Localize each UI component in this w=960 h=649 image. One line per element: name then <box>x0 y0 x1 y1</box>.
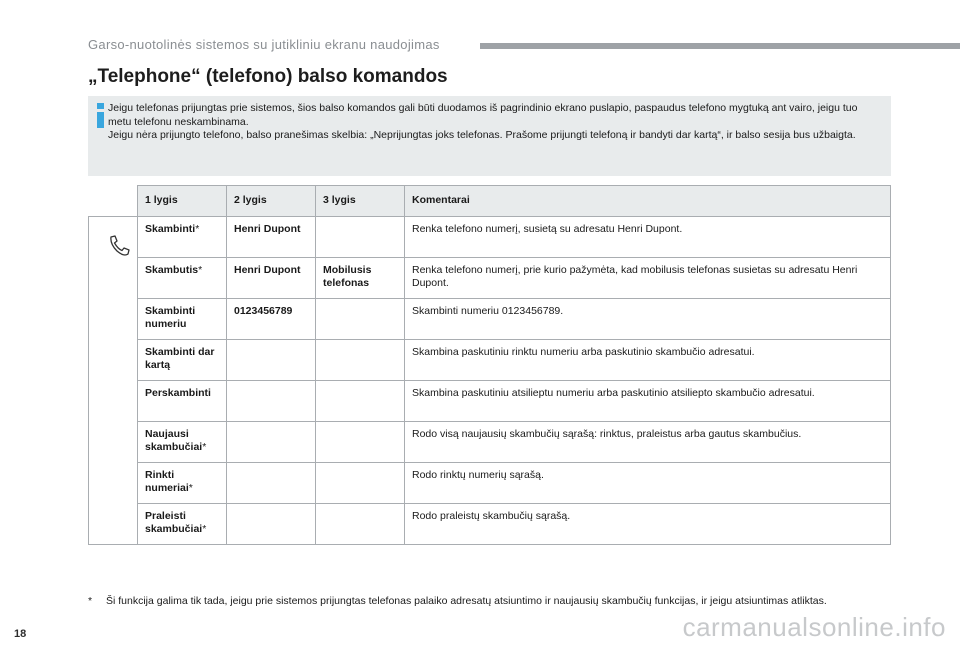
footnote-text: Ši funkcija galima tik tada, jeigu prie sistemos prijungtas telefonas palaiko adresatų atsiuntimo ir naujausių skambučių funkcijas, ir jeigu atsiuntimas atliktas. <box>106 595 827 607</box>
level-3-cell <box>316 258 405 299</box>
table-row <box>89 217 891 258</box>
level-2-cell <box>227 504 316 545</box>
level-3-cell-text: Mobilusis telefonas <box>323 264 372 289</box>
level-3-cell <box>316 299 405 340</box>
level-2-cell <box>227 463 316 504</box>
comment-cell-text: Rodo rinktų numerių sąrašą. <box>412 469 544 481</box>
info-icon <box>94 103 108 129</box>
voice-commands-table <box>88 185 891 545</box>
level-2-cell <box>227 258 316 299</box>
footnote-marker-ref: * <box>195 223 200 235</box>
comment-cell-text: Rodo visą naujausių skambučių sąrašą: rinktus, praleistus arba gautus skambučius. <box>412 428 802 440</box>
comment-cell-text: Renka telefono numerį, prie kurio pažymėta, kad mobilusis telefonas susietas su adresatu Henri Dupont. <box>412 264 858 289</box>
watermark: carmanualsonline.info <box>682 612 946 642</box>
footnote-marker-ref: * <box>202 441 207 453</box>
footnote-marker-ref: * <box>188 482 193 494</box>
table-row <box>89 258 891 299</box>
comment-cell <box>405 217 891 258</box>
comment-cell-text: Skambinti numeriu 0123456789. <box>412 305 564 317</box>
level-3-cell <box>316 422 405 463</box>
level-1-cell-text: Rinkti numeriai <box>145 469 189 494</box>
level-3-cell <box>316 217 405 258</box>
table-row <box>89 422 891 463</box>
phone-icon <box>106 233 132 259</box>
page-number: 18 <box>14 628 27 640</box>
header-comments: Komentarai <box>405 186 891 217</box>
header-blank-cell <box>89 186 138 217</box>
level-3-cell <box>316 463 405 504</box>
level-3-cell <box>316 340 405 381</box>
level-2-cell <box>227 381 316 422</box>
table-row <box>89 299 891 340</box>
comment-cell-text: Skambina paskutiniu rinktu numeriu arba paskutinio skambučio adresatui. <box>412 346 755 358</box>
comment-cell <box>405 381 891 422</box>
header-level-1: 1 lygis <box>138 186 227 217</box>
info-box <box>88 96 891 176</box>
header-level-3: 3 lygis <box>316 186 405 217</box>
comment-cell <box>405 258 891 299</box>
footnote-marker-ref: * <box>198 264 203 276</box>
level-1-cell-text: Praleisti skambučiai <box>145 510 203 535</box>
info-text <box>108 102 883 143</box>
level-1-cell <box>138 217 227 258</box>
level-1-cell-text: Skambutis <box>145 264 199 276</box>
level-1-cell <box>138 381 227 422</box>
level-1-cell <box>138 463 227 504</box>
level-1-cell-text: Skambinti numeriu <box>145 305 196 330</box>
level-2-cell <box>227 422 316 463</box>
level-1-cell <box>138 504 227 545</box>
level-2-cell <box>227 217 316 258</box>
level-2-cell <box>227 299 316 340</box>
level-2-cell-text: Henri Dupont <box>234 264 301 276</box>
table-header-row <box>89 186 891 217</box>
level-1-cell <box>138 258 227 299</box>
table-row <box>89 340 891 381</box>
footnote-marker: * <box>88 595 93 607</box>
level-1-cell-text: Skambinti dar kartą <box>145 346 215 371</box>
level-3-cell <box>316 504 405 545</box>
phone-icon-cell <box>89 217 138 545</box>
comment-cell <box>405 463 891 504</box>
comment-cell <box>405 422 891 463</box>
table-row <box>89 463 891 504</box>
level-3-cell <box>316 381 405 422</box>
comment-cell <box>405 340 891 381</box>
header-bar <box>480 43 960 49</box>
level-1-cell-text: Skambinti <box>145 223 196 235</box>
page-title: „Telephone“ (telefono) balso komandos <box>88 66 448 87</box>
level-1-cell-text: Perskambinti <box>145 387 211 399</box>
comment-cell <box>405 504 891 545</box>
info-paragraph-1: Jeigu telefonas prijungtas prie sistemos, šios balso komandos gali būti duodamos iš pagrindinio ekrano puslapio, paspaudus telefono mygtuką ant vairo, jeigu tuo metu telefonu neskambinama. <box>108 102 858 128</box>
level-1-cell <box>138 422 227 463</box>
level-1-cell <box>138 340 227 381</box>
info-paragraph-2: Jeigu nėra prijungto telefono, balso pranešimas skelbia: „Neprijungtas joks telefonas. Prašome prijungti telefoną ir bandyti dar kartą“, ir balso sesija bus užbaigta. <box>108 129 856 141</box>
footnote-marker-ref: * <box>202 523 207 535</box>
footnote <box>88 595 827 607</box>
comment-cell <box>405 299 891 340</box>
comment-cell-text: Rodo praleistų skambučių sąrašą. <box>412 510 571 522</box>
level-2-cell-text: 0123456789 <box>234 305 293 317</box>
header-level-2: 2 lygis <box>227 186 316 217</box>
table-row <box>89 381 891 422</box>
level-1-cell-text: Naujausi skambučiai <box>145 428 203 453</box>
table-row <box>89 504 891 545</box>
comment-cell-text: Renka telefono numerį, susietą su adresatu Henri Dupont. <box>412 223 683 235</box>
comment-cell-text: Skambina paskutiniu atsilieptu numeriu arba paskutinio atsiliepto skambučio adresatui. <box>412 387 815 399</box>
level-2-cell-text: Henri Dupont <box>234 223 301 235</box>
level-1-cell <box>138 299 227 340</box>
level-2-cell <box>227 340 316 381</box>
section-title: Garso-nuotolinės sistemos su jutikliniu ekranu naudojimas <box>88 37 440 52</box>
